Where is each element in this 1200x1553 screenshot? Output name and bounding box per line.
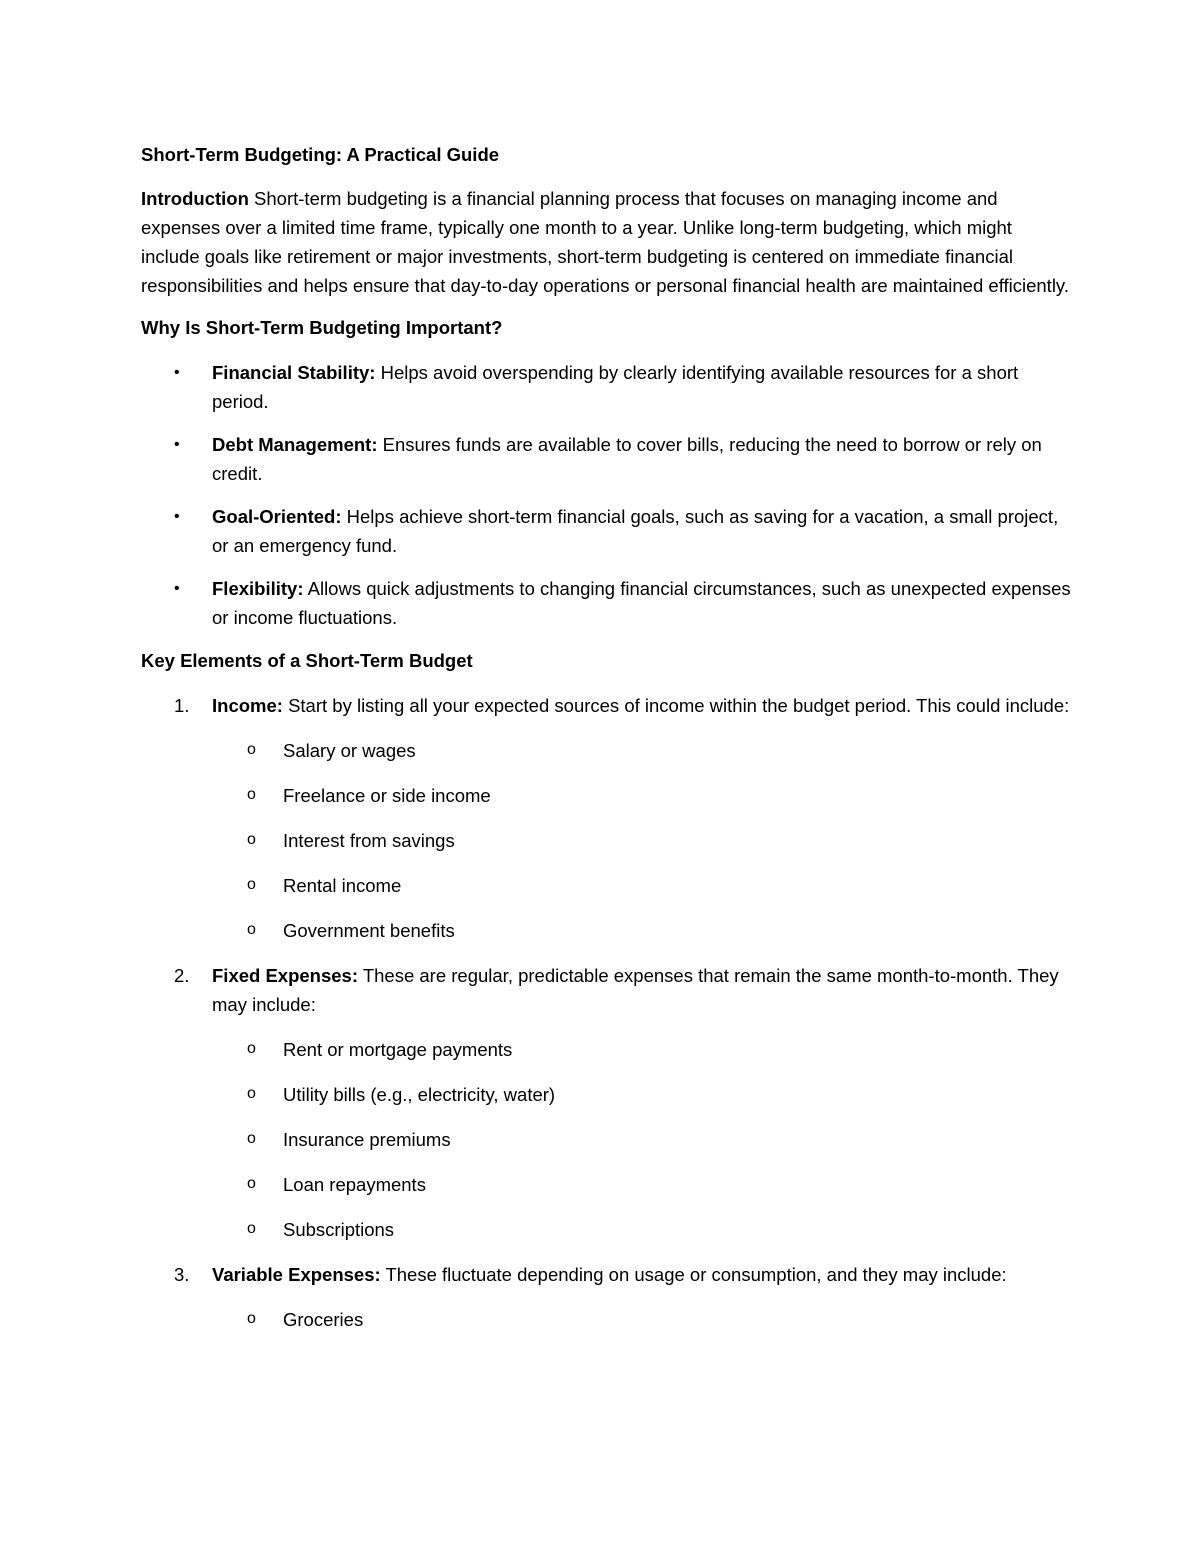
list-item [141,691,1071,945]
item-label: Flexibility: [212,578,304,599]
item-text: These are regular, predictable expenses that remain the same month-to-month. They may include: [212,965,1059,1015]
document-page [141,140,1071,1350]
sub-item [212,1215,1071,1244]
intro-paragraph [141,184,1071,300]
sub-item-text: Loan repayments [283,1174,426,1195]
sub-item [212,1170,1071,1199]
sub-item-text: Interest from savings [283,830,455,851]
item-label: Variable Expenses: [212,1264,381,1285]
list-item [141,1260,1071,1334]
item-label: Financial Stability: [212,362,376,383]
circle-bullet-icon: o [247,876,256,893]
list-item [141,358,1071,416]
sub-item-text: Rental income [283,875,402,896]
item-number: 1. [174,695,190,716]
sub-item [212,781,1071,810]
list-item [141,574,1071,632]
bullet-icon: • [174,580,180,597]
list-item [141,430,1071,488]
item-text: Ensures funds are available to cover bills, reducing the need to borrow or rely on credit. [212,434,1042,484]
item-label: Goal-Oriented: [212,506,342,527]
bullet-icon: • [174,508,180,525]
item-text: Helps achieve short-term financial goals, such as saving for a vacation, a small project, or an emergency fund. [212,506,1059,556]
sub-list [212,736,1071,945]
sub-list [212,1035,1071,1244]
intro-text: Short-term budgeting is a financial planning process that focuses on managing income and expenses over a limited time frame, typically one month to a year. Unlike long-term budgeting, which might include goals like retirement or major investments, short-term budgeting is centered on immediate financial responsibilities and helps ensure that day-to-day operations or personal financial health are maintained efficiently. [141,188,1069,296]
circle-bullet-icon: o [247,1130,256,1147]
circle-bullet-icon: o [247,1220,256,1237]
circle-bullet-icon: o [247,1085,256,1102]
document-title: Short-Term Budgeting: A Practical Guide [141,144,500,165]
why-heading: Why Is Short-Term Budgeting Important? [141,317,503,338]
sub-item [212,1305,1071,1334]
sub-item [212,1125,1071,1154]
circle-bullet-icon: o [247,786,256,803]
item-text: Helps avoid overspending by clearly identifying available resources for a short period. [212,362,1019,412]
sub-item [212,916,1071,945]
item-number: 3. [174,1264,190,1285]
circle-bullet-icon: o [247,741,256,758]
item-text: Allows quick adjustments to changing financial circumstances, such as unexpected expenses or income fluctuations. [212,578,1071,628]
sub-item [212,1080,1071,1109]
item-label: Income: [212,695,283,716]
list-item [141,961,1071,1244]
circle-bullet-icon: o [247,1310,256,1327]
sub-item [212,871,1071,900]
sub-item-text: Freelance or side income [283,785,491,806]
sub-item [212,826,1071,855]
item-text: These fluctuate depending on usage or consumption, and they may include: [380,1264,1007,1285]
sub-item-text: Insurance premiums [283,1129,451,1150]
why-list [141,358,1071,632]
sub-item-text: Rent or mortgage payments [283,1039,513,1060]
bullet-icon: • [174,364,180,381]
sub-item-text: Utility bills (e.g., electricity, water) [283,1084,556,1105]
item-number: 2. [174,965,190,986]
sub-item [212,1035,1071,1064]
sub-item-text: Groceries [283,1309,364,1330]
elements-list [141,691,1071,1334]
circle-bullet-icon: o [247,831,256,848]
sub-item [212,736,1071,765]
bullet-icon: • [174,436,180,453]
item-label: Debt Management: [212,434,378,455]
elements-heading: Key Elements of a Short-Term Budget [141,650,473,671]
sub-item-text: Government benefits [283,920,455,941]
sub-item-text: Salary or wages [283,740,416,761]
sub-list [212,1305,1071,1334]
list-item [141,502,1071,560]
sub-item-text: Subscriptions [283,1219,395,1240]
circle-bullet-icon: o [247,1175,256,1192]
circle-bullet-icon: o [247,921,256,938]
circle-bullet-icon: o [247,1040,256,1057]
intro-label: Introduction [141,188,249,209]
item-text: Start by listing all your expected sources of income within the budget period. This could include: [282,695,1070,716]
item-label: Fixed Expenses: [212,965,359,986]
